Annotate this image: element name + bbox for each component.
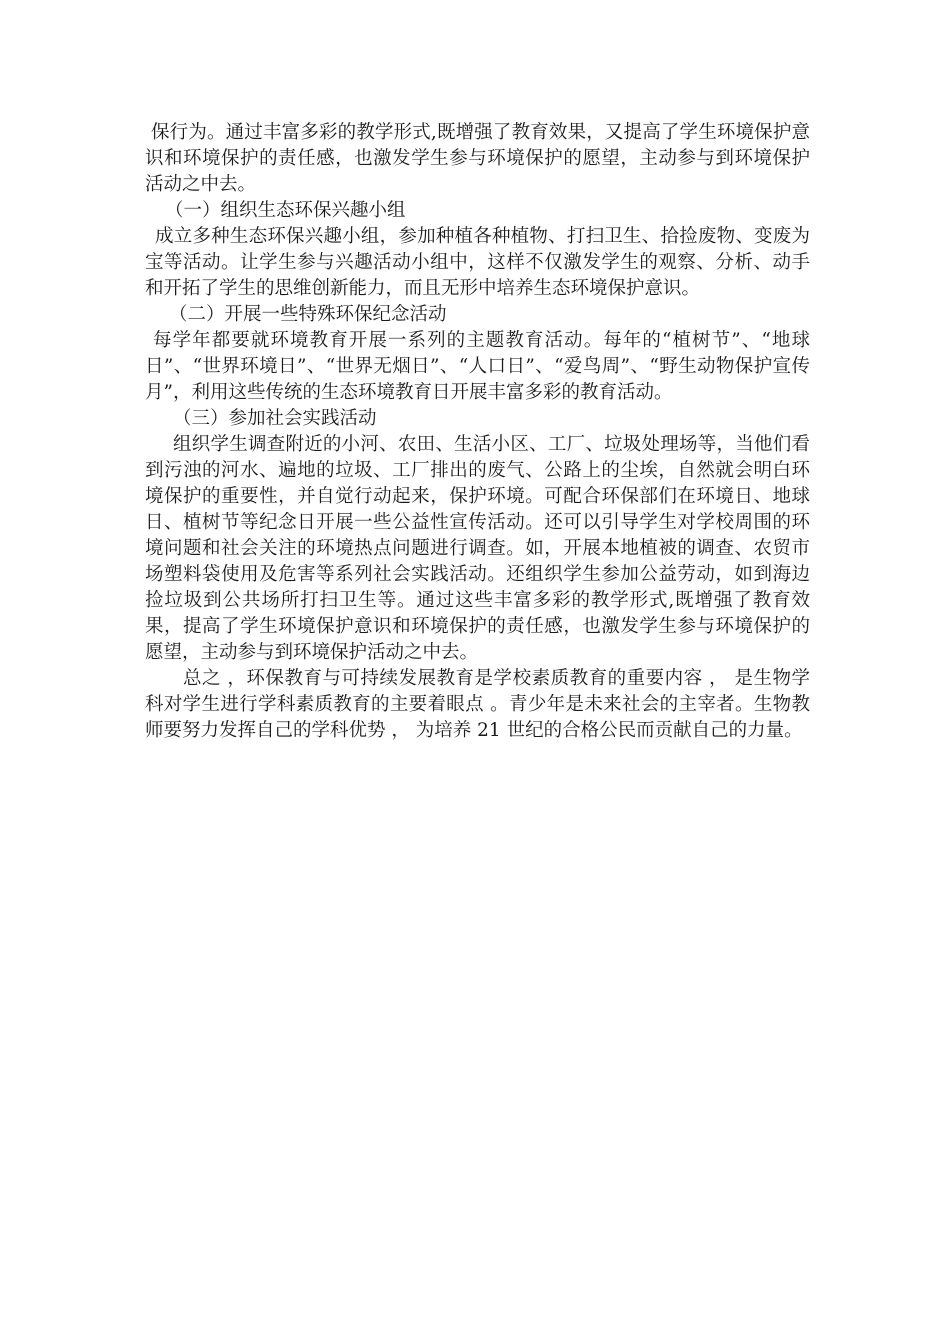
document-body xyxy=(145,120,810,744)
paragraph-section-3: 组织学生调查附近的小河、农田、生活小区、工厂、垃圾处理场等，当他们看到污浊的河水、遍地的垃圾、工厂排出的废气、公路上的尘埃，自然就会明白环境保护的重要性，并自觉行动起来，保护环境。可配合环保部们在环境日、地球日、植树节等纪念日开展一些公益性宣传活动。还可以引导学生对学校周围的环境问题和社会关注的环境热点问题进行调查。如，开展本地植被的调查、农贸市场塑料袋使用及危害等系列社会实践活动。还组织学生参加公益劳动，如到海边捡垃圾到公共场所打扫卫生等。通过这些丰富多彩的教学形式,既增强了教育效果，提高了学生环境保护意识和环境保护的责任感，也激发学生参与环境保护的愿望，主动参与到环境保护活动之中去。 xyxy=(145,434,810,663)
paragraph-section-1: 成立多种生态环保兴趣小组，参加种植各种植物、打扫卫生、拾捡废物、变废为宝等活动。让学生参与兴趣活动小组中，这样不仅激发学生的观察、分析、动手和开拓了学生的思维创新能力，而且无形中培养生态环境保护意识。 xyxy=(145,226,810,299)
section-heading-2: （二）开展一些特殊环保纪念活动 xyxy=(169,304,447,325)
paragraph-section-2: 每学年都要就环境教育开展一系列的主题教育活动。每年的“植树节”、“地球日”、“世界环境日”、“世界无烟日”、“人口日”、“爱鸟周”、“野生动物保护宣传月”，利用这些传统的生态环境教育日开展丰富多彩的教育活动。 xyxy=(145,330,810,403)
paragraph-conclusion: 总之 ，环保教育与可持续发展教育是学校素质教育的重要内容 ， 是生物学科对学生进行学科素质教育的主要着眼点 。青少年是未来社会的主宰者。生物教师要努力发挥自己的学科优势 ， 为培养 21 世纪的合格公民而贡献自己的力量。 xyxy=(145,668,810,741)
section-heading-1: （一）组织生态环保兴趣小组 xyxy=(165,200,406,221)
section-heading-3: （三）参加社会实践活动 xyxy=(173,408,377,429)
paragraph-intro: 保行为。通过丰富多彩的教学形式,既增强了教育效果，又提高了学生环境保护意识和环境保护的责任感，也激发学生参与环境保护的愿望，主动参与到环境保护活动之中去。 xyxy=(145,122,810,195)
